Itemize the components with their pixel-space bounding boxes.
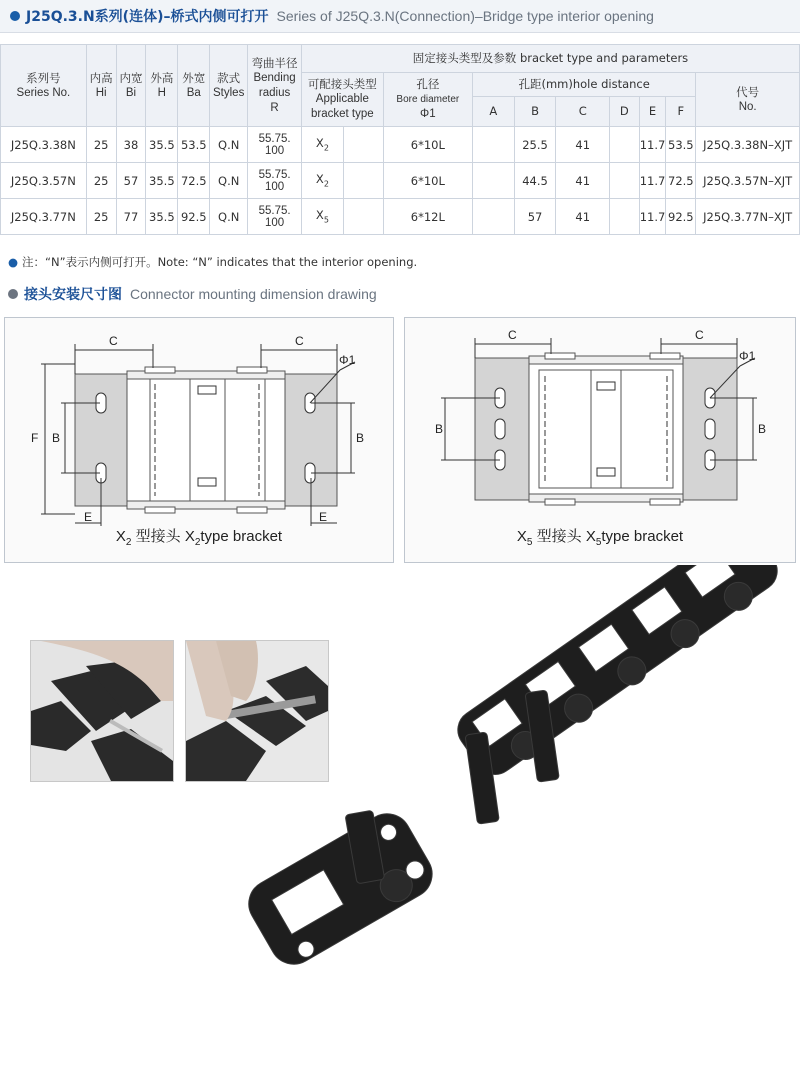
cell-e: 11.7 <box>639 199 666 235</box>
cell-style: Q.N <box>210 163 248 199</box>
cell-h: 35.5 <box>146 199 178 235</box>
cell-bore: 6*10L <box>383 163 472 199</box>
section-title-bar <box>0 0 800 33</box>
th-a: A <box>473 97 515 127</box>
cell-h: 35.5 <box>146 163 178 199</box>
drawing-x2-panel <box>4 317 394 563</box>
dim-label-c-left: C <box>508 328 517 342</box>
section-title-cn: 接头安装尺寸图 <box>24 287 122 303</box>
x5-bracket-drawing <box>405 318 795 528</box>
cell-a <box>473 199 515 235</box>
cell-e: 11.7 <box>639 163 666 199</box>
cell-radius: 55.75. 100 <box>248 199 302 235</box>
th-b: B <box>514 97 556 127</box>
cell-radius: 55.75. 100 <box>248 127 302 163</box>
dim-label-f: F <box>31 431 39 445</box>
th-f: F <box>666 97 696 127</box>
page-title-en: Series of J25Q.3.N(Connection)–Bridge type interior opening <box>276 8 654 24</box>
dim-label-b-right: B <box>758 422 767 436</box>
drawing-x5-panel <box>404 317 796 563</box>
cell-f: 92.5 <box>666 199 696 235</box>
cell-d <box>609 163 639 199</box>
note-text: 注：“N”表示内侧可打开。Note: “N” indicates that the interior opening. <box>22 255 418 269</box>
th-hi: 内高 Hi <box>86 45 116 127</box>
th-hole-distance: 孔距(mm)hole distance <box>473 73 696 97</box>
cell-series: J25Q.3.57N <box>1 163 87 199</box>
cell-h: 35.5 <box>146 127 178 163</box>
cell-f: 72.5 <box>666 163 696 199</box>
dim-label-b-left: B <box>435 422 444 436</box>
dim-label-phi: Φ1 <box>739 349 756 363</box>
cell-hi: 25 <box>86 163 116 199</box>
th-d: D <box>609 97 639 127</box>
cell-hi: 25 <box>86 127 116 163</box>
dim-label-b-right: B <box>356 431 365 445</box>
bullet-dot-icon <box>8 289 18 299</box>
cell-series: J25Q.3.77N <box>1 199 87 235</box>
cell-code: J25Q.3.38N–XJT <box>696 127 800 163</box>
dim-label-c-left: C <box>109 334 118 348</box>
hand-opening-chain-image <box>31 641 173 781</box>
drawing-x2-caption: $X_2$ 型接头 $X_2type$ bracket <box>115 528 283 548</box>
cell-bi: 77 <box>116 199 146 235</box>
th-c: C <box>556 97 610 127</box>
cell-c: 41 <box>556 199 610 235</box>
drawing-x5-caption: $X_5$ 型接头 $X_5type$ bracket <box>516 528 684 548</box>
th-code: 代号 No. <box>696 73 800 127</box>
dim-label-c-right: C <box>695 328 704 342</box>
dim-label-phi: Φ1 <box>339 353 356 367</box>
cell-code: J25Q.3.57N–XJT <box>696 163 800 199</box>
th-e: E <box>639 97 666 127</box>
cell-c: 41 <box>556 127 610 163</box>
cell-bi: 38 <box>116 127 146 163</box>
cell-style: Q.N <box>210 127 248 163</box>
cell-bracket: $X_5$ <box>302 199 344 235</box>
section-title-en: Connector mounting dimension drawing <box>130 286 377 302</box>
cell-hi: 25 <box>86 199 116 235</box>
page-title-cn: J25Q.3.N系列(连体)–桥式内侧可打开 <box>26 9 269 25</box>
cell-radius: 55.75. 100 <box>248 163 302 199</box>
bullet-dot-icon <box>10 11 20 21</box>
cell-bracket: $X_2$ <box>302 127 344 163</box>
cell-code: J25Q.3.77N–XJT <box>696 199 800 235</box>
th-bi: 内宽 Bi <box>116 45 146 127</box>
cell-e: 11.7 <box>639 127 666 163</box>
dim-label-b-left: B <box>52 431 61 445</box>
cell-a <box>473 163 515 199</box>
cell-bi: 57 <box>116 163 146 199</box>
cable-chain-product-image <box>200 565 800 1073</box>
th-series: 系列号 Series No. <box>1 45 87 127</box>
bullet-dot-icon: ● <box>8 255 19 269</box>
cell-bore: 6*10L <box>383 127 472 163</box>
table-row <box>1 163 800 199</box>
section-title-mounting <box>8 284 377 304</box>
note-text-row <box>8 254 417 270</box>
spec-table <box>0 44 800 235</box>
th-bracket-type: 可配接头类型 Applicable bracket type <box>302 73 384 127</box>
cell-b: 44.5 <box>514 163 556 199</box>
cell-bracket: $X_2$ <box>302 163 344 199</box>
cell-f: 53.5 <box>666 127 696 163</box>
cell-blank <box>343 127 383 163</box>
cell-ba: 92.5 <box>178 199 210 235</box>
table-row <box>1 127 800 163</box>
cell-style: Q.N <box>210 199 248 235</box>
photo-opening-step-1 <box>30 640 174 782</box>
cell-ba: 53.5 <box>178 127 210 163</box>
cell-c: 41 <box>556 163 610 199</box>
cell-bore: 6*12L <box>383 199 472 235</box>
x2-bracket-drawing <box>5 318 393 528</box>
th-bending-radius: 弯曲半径 Bending radius R <box>248 45 302 127</box>
th-h: 外高 H <box>146 45 178 127</box>
th-bracket-group: 固定接头类型及参数 bracket type and parameters <box>302 45 800 73</box>
cell-b: 57 <box>514 199 556 235</box>
cell-blank <box>343 199 383 235</box>
table-row <box>1 199 800 235</box>
th-bore: 孔径 Bore diameter Φ1 <box>383 73 472 127</box>
cell-ba: 72.5 <box>178 163 210 199</box>
cell-blank <box>343 163 383 199</box>
dim-label-e-right: E <box>319 510 328 524</box>
cell-series: J25Q.3.38N <box>1 127 87 163</box>
dim-label-e-left: E <box>84 510 93 524</box>
th-ba: 外宽 Ba <box>178 45 210 127</box>
cell-b: 25.5 <box>514 127 556 163</box>
cell-d <box>609 199 639 235</box>
cell-a <box>473 127 515 163</box>
dim-label-c-right: C <box>295 334 304 348</box>
th-styles: 款式 Styles <box>210 45 248 127</box>
cell-d <box>609 127 639 163</box>
